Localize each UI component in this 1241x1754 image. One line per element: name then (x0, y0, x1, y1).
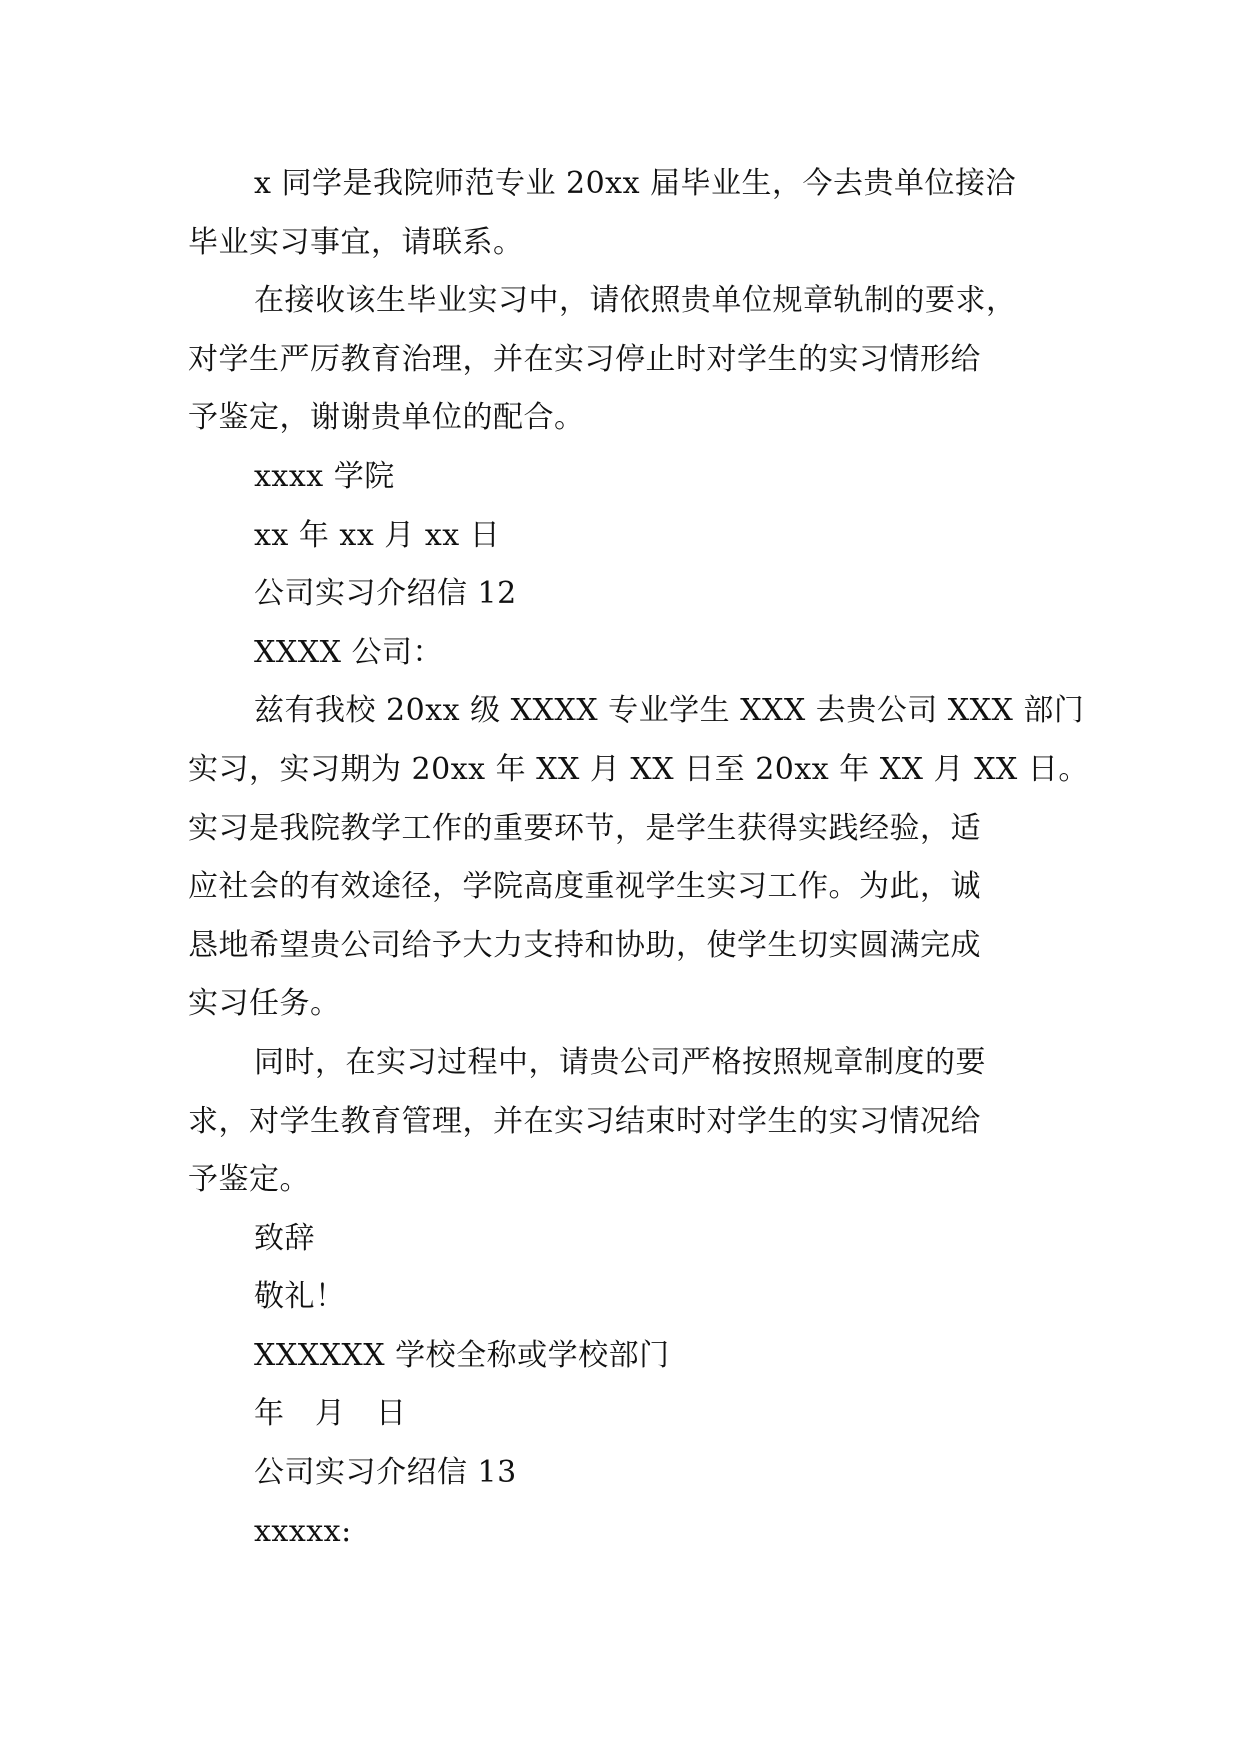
text-line: 应社会的有效途径，学院高度重视学生实习工作。为此，诚 (188, 869, 981, 905)
letter2-paragraph-1 (188, 682, 1088, 1034)
text-line: 予鉴定，谢谢贵单位的配合。 (188, 400, 585, 436)
text-line: 求，对学生教育管理，并在实习结束时对学生的实习情况给 (188, 1103, 981, 1139)
text-line: 兹有我校 20xx 级 XXXX 专业学生 XXX 去贵公司 XXX 部门 (254, 693, 1085, 729)
letter2-regards: 敬礼！ (254, 1279, 346, 1315)
letter1-paragraph-1 (188, 155, 1088, 272)
text-line: 恳地希望贵公司给予大力支持和协助，使学生切实圆满完成 (188, 927, 981, 963)
text-line: x 同学是我院师范专业 20xx 届毕业生，今去贵单位接洽 (254, 166, 1017, 201)
letter2-signature: XXXXXX 学校全称或学校部门 (254, 1337, 670, 1373)
text-line: 对学生严厉教育治理，并在实习停止时对学生的实习情形给 (188, 341, 981, 377)
text-line: 同时，在实习过程中，请贵公司严格按照规章制度的要 (254, 1044, 986, 1080)
letter3-title: 公司实习介绍信 13 (254, 1455, 517, 1491)
letter2-title: 公司实习介绍信 12 (254, 576, 517, 612)
text-line: 予鉴定。 (188, 1162, 310, 1198)
letter2-closing: 致辞 (254, 1220, 315, 1256)
text-line: 毕业实习事宜，请联系。 (188, 224, 524, 260)
text-line: 实习任务。 (188, 986, 341, 1022)
letter3-salutation: xxxxx: (254, 1513, 352, 1549)
letter1-date: xx 年 xx 月 xx 日 (254, 517, 501, 553)
text-line: 实习，实习期为 20xx 年 XX 月 XX 日至 20xx 年 XX 月 XX 日。 (188, 751, 1089, 787)
letter2-paragraph-2 (188, 1034, 1088, 1210)
letter1-signature: xxxx 学院 (254, 458, 395, 494)
letter2-date: 年 月 日 (254, 1396, 407, 1432)
text-line: 实习是我院教学工作的重要环节，是学生获得实践经验，适 (188, 810, 981, 846)
letter2-salutation: XXXX 公司： (254, 634, 443, 670)
text-line: 在接收该生毕业实习中，请依照贵单位规章轨制的要求， (254, 283, 1017, 319)
document-page (188, 155, 1088, 1561)
letter1-paragraph-2 (188, 272, 1088, 448)
